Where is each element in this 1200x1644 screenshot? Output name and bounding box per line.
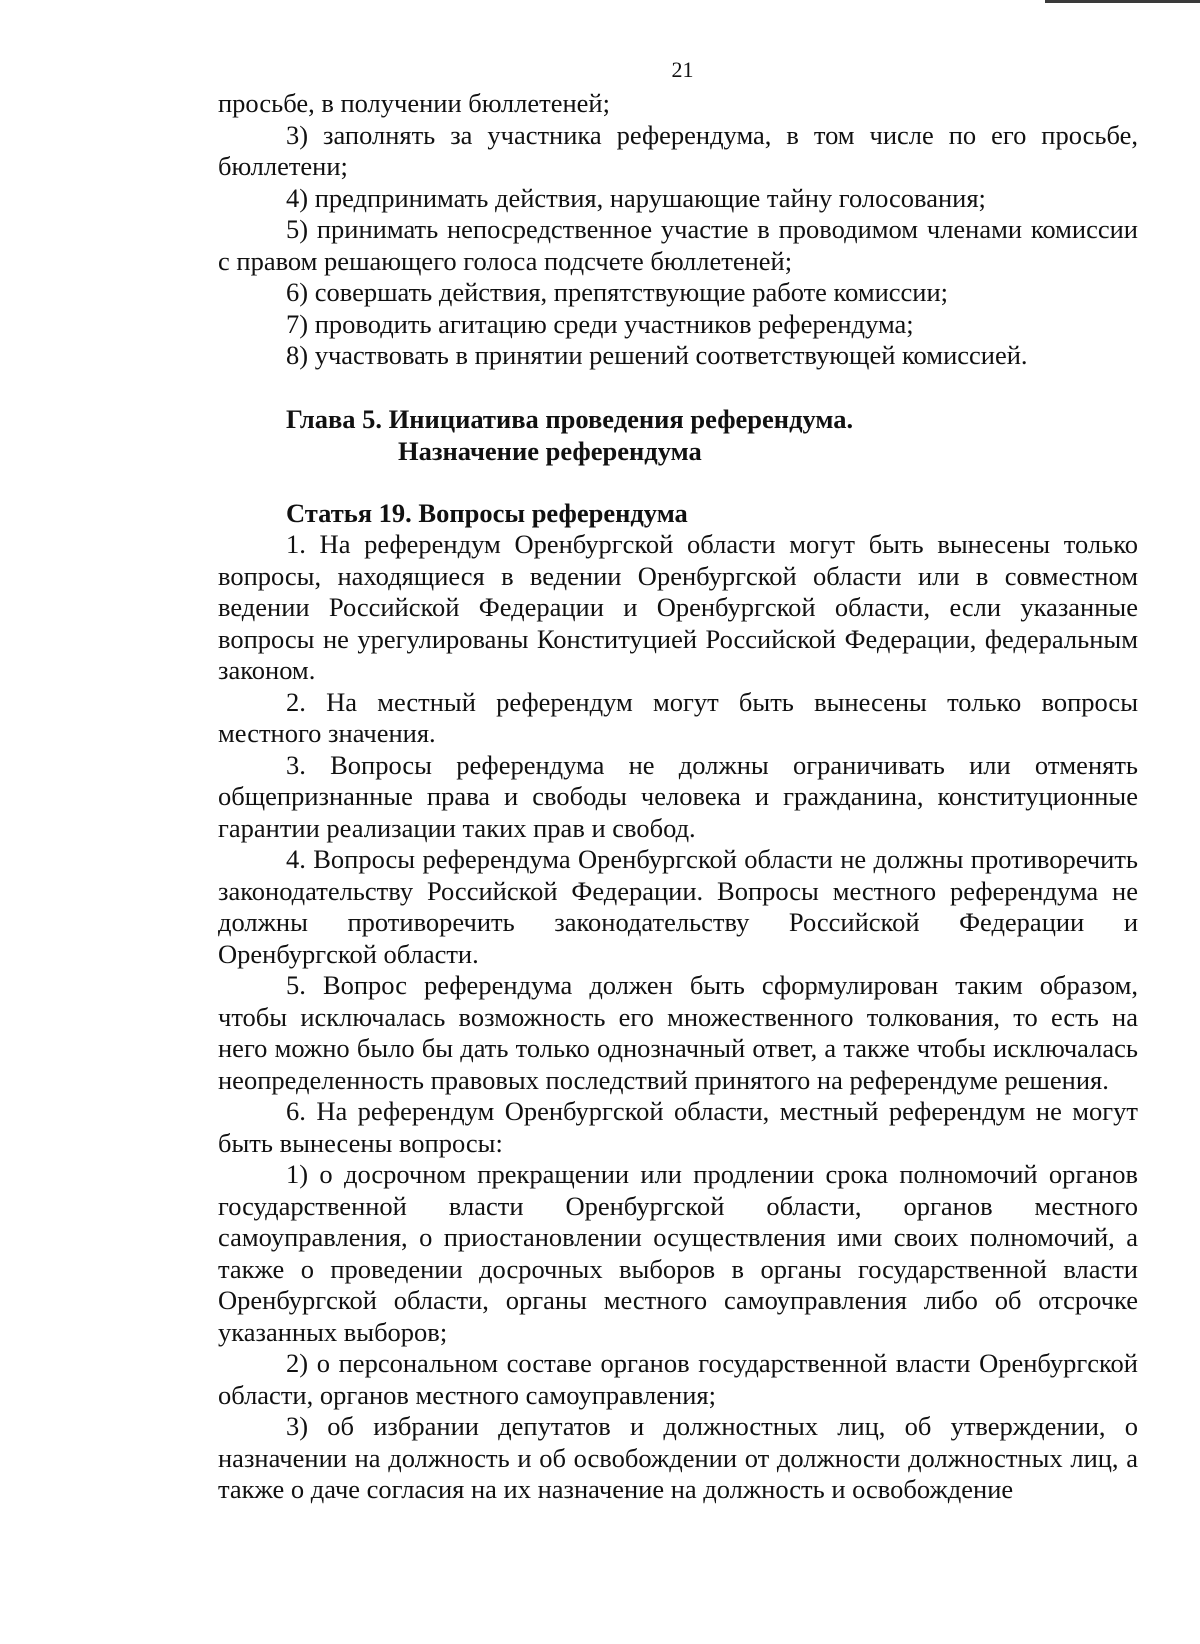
list-item: 3) заполнять за участника референдума, в том числе по его просьбе, бюллетени; bbox=[218, 119, 1138, 181]
article-paragraph: 6. На референдум Оренбургской области, местный референдум не могут быть вынесены вопросы: bbox=[218, 1096, 1138, 1158]
top-edge-rule bbox=[1045, 0, 1200, 3]
list-item: 4) предпринимать действия, нарушающие тайну голосования; bbox=[286, 182, 986, 213]
list-item: 7) проводить агитацию среди участников референдума; bbox=[286, 308, 914, 339]
article-title: Статья 19. Вопросы референдума bbox=[286, 497, 688, 528]
article-subitem: 1) о досрочном прекращении или продлении срока полномочий органов государственной власти Оренбургской области, органов местного самоуправления, о приостановлении осуществления ими своих полномочий, а также о проведении досрочных выборов в органы государственной власти Оренбургской области, органы местного самоуправления либо об отсрочке указанных выборов; bbox=[218, 1159, 1138, 1347]
article-paragraph: 5. Вопрос референдума должен быть сформулирован таким образом, чтобы исключалась возможность его множественного толкования, то есть на него можно было бы дать только однозначный ответ, а также чтобы исключалась неопределенность правовых последствий принятого на референдуме решения. bbox=[218, 970, 1138, 1095]
article-subitem: 2) о персональном составе органов государственной власти Оренбургской области, органов местного самоуправления; bbox=[218, 1348, 1138, 1410]
list-item: 6) совершать действия, препятствующие работе комиссии; bbox=[286, 277, 949, 307]
list-item: 8) участвовать в принятии решений соответствующей комиссией. bbox=[286, 340, 1028, 370]
page-number: 21 bbox=[671, 57, 694, 82]
article-paragraph: 2. На местный референдум могут быть вынесены только вопросы местного значения. bbox=[218, 686, 1138, 748]
intro-continuation: просьбе, в получении бюллетеней; bbox=[218, 88, 610, 118]
chapter-heading-line2: Назначение референдума bbox=[398, 435, 702, 466]
article-subitem: 3) об избрании депутатов и должностных лиц, об утверждении, о назначении на должность и об освобождении от должности должностных лиц, а также о даче согласия на их назначение на должность и освобождение bbox=[218, 1411, 1138, 1504]
chapter-heading bbox=[218, 403, 1138, 467]
article-paragraph: 3. Вопросы референдума не должны ограничивать или отменять общепризнанные права и свободы человека и гражданина, конституционные гарантии реализации таких прав и свобод. bbox=[218, 749, 1138, 843]
article-paragraph: 4. Вопросы референдума Оренбургской области не должны противоречить законодательству Российской Федерации. Вопросы местного референдума не должны противоречить законодательству Российской Федерации и Оренбургской области. bbox=[218, 844, 1138, 969]
list-item: 5) принимать непосредственное участие в проводимом членами комиссии с правом решающего голоса подсчете бюллетеней; bbox=[218, 214, 1138, 276]
document-body bbox=[218, 88, 1138, 1506]
article-paragraph: 1. На референдум Оренбургской области могут быть вынесены только вопросы, находящиеся в ведении Оренбургской области или в совместном ведении Российской Федерации и Оренбургской области, если указанные вопросы не урегулированы Конституцией Российской Федерации, федеральным законом. bbox=[218, 529, 1138, 685]
chapter-heading-line1: Глава 5. Инициатива проведения референдума. bbox=[286, 403, 854, 434]
